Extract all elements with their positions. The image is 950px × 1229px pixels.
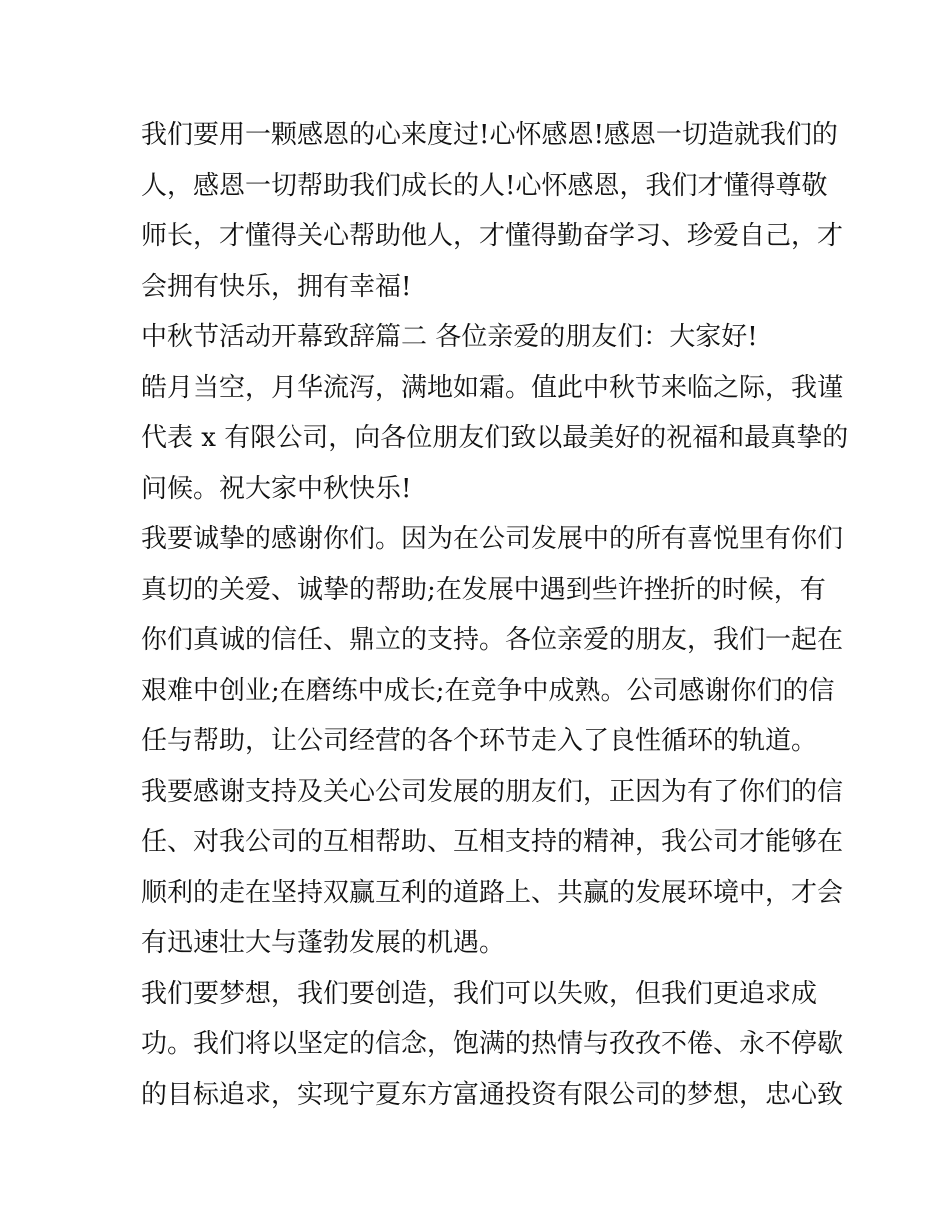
text-line: 任、对我公司的互相帮助、互相支持的精神，我公司才能够在 <box>141 827 844 857</box>
text-line: 我要诚挚的感谢你们。因为在公司发展中的所有喜悦里有你们 <box>141 524 844 554</box>
text-line: 有迅速壮大与蓬勃发展的机遇。 <box>141 928 506 958</box>
text-line: 你们真诚的信任、鼎立的支持。各位亲爱的朋友，我们一起在 <box>141 625 844 655</box>
section-heading-line: 中秋节活动开幕致辞篇二 各位亲爱的朋友们：大家好! <box>141 322 758 352</box>
text-line: 顺利的走在坚持双赢互利的道路上、共赢的发展环境中，才会 <box>141 877 844 908</box>
text-line: 人，感恩一切帮助我们成长的人!心怀感恩，我们才懂得尊敬 <box>141 170 828 201</box>
document-body <box>141 110 849 1120</box>
text-line: 皓月当空，月华流泻，满地如霜。值此中秋节来临之际，我谨 <box>141 372 844 403</box>
text-line: 艰难中创业;在磨练中成长;在竞争中成熟。公司感谢你们的信 <box>141 675 835 706</box>
text-line: 师长，才懂得关心帮助他人，才懂得勤奋学习、珍爱自己，才 <box>141 221 844 251</box>
text-line: 任与帮助，让公司经营的各个环节走入了良性循环的轨道。 <box>141 726 818 756</box>
text-line: 功。我们将以坚定的信念，饱满的热情与孜孜不倦、永不停歇 <box>141 1029 844 1059</box>
text-line: 的目标追求，实现宁夏东方富通投资有限公司的梦想，忠心致 <box>141 1079 844 1110</box>
text-line: 会拥有快乐，拥有幸福! <box>141 271 412 302</box>
text-line: 代表 x 有限公司，向各位朋友们致以最美好的祝福和最真挚的 <box>141 423 849 453</box>
text-line: 我们要梦想，我们要创造，我们可以失败，但我们更追求成 <box>141 978 818 1009</box>
text-line: 问候。祝大家中秋快乐! <box>141 473 412 504</box>
text-line: 我要感谢支持及关心公司发展的朋友们，正因为有了你们的信 <box>141 776 844 807</box>
text-line: 我们要用一颗感恩的心来度过!心怀感恩!感恩一切造就我们的 <box>141 120 838 150</box>
text-line: 真切的关爱、诚挚的帮助;在发展中遇到些许挫折的时候，有 <box>141 574 826 605</box>
